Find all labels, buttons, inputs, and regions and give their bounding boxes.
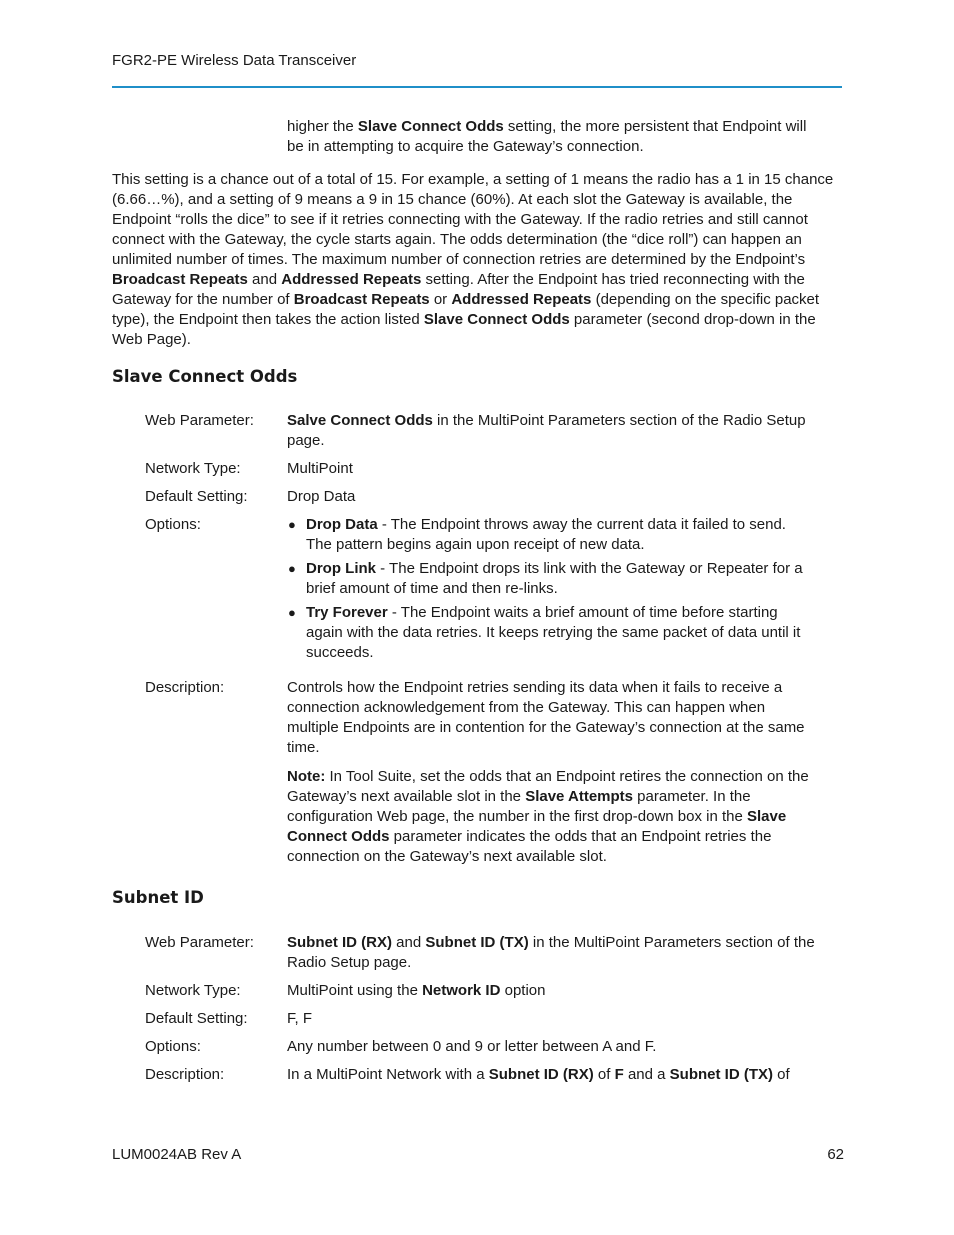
- param-value: Any number between 0 and 9 or letter between A and F.: [287, 1038, 657, 1055]
- param-value: Subnet ID (RX) and Subnet ID (TX) in the MultiPoint Parameters section of the Radio Setup page.: [287, 934, 815, 971]
- param-value: [287, 678, 815, 867]
- param-value: In a MultiPoint Network with a Subnet ID (RX) of F and a Subnet ID (TX) of: [287, 1066, 790, 1083]
- param-value: Salve Connect Odds in the MultiPoint Parameters section of the Radio Setup page.: [287, 412, 806, 449]
- list-item: ● Try Forever - The Endpoint waits a brief amount of time before starting again with the data retries. It keeps retrying the same packet of data until it succeeds.: [288, 604, 801, 661]
- param-label: Network Type:: [145, 460, 241, 477]
- section-heading-subnet-id: Subnet ID: [112, 888, 204, 907]
- bullet-icon: ●: [288, 517, 296, 532]
- param-label: Description:: [145, 679, 225, 696]
- param-value: MultiPoint using the Network ID option: [287, 982, 546, 999]
- bullet-icon: ●: [288, 561, 296, 576]
- param-value: Drop Data: [287, 488, 356, 505]
- param-label: Options:: [145, 516, 201, 533]
- param-value: [287, 515, 815, 667]
- running-header: FGR2-PE Wireless Data Transceiver: [112, 52, 357, 69]
- bullet-icon: ●: [288, 605, 296, 620]
- param-label: Options:: [145, 1038, 201, 1055]
- param-label: Network Type:: [145, 982, 241, 999]
- param-value: MultiPoint: [287, 460, 353, 477]
- description-text: Controls how the Endpoint retries sending its data when it fails to receive a connection acknowledgement from the Gateway. This can happen when multiple Endpoints are in contention for the Gateway’s connection at the same time.: [287, 679, 805, 756]
- note-paragraph: Note: In Tool Suite, set the odds that an Endpoint retires the connection on the Gateway’s next available slot in the Slave Attempts parameter. In the configuration Web page, the number in the first drop-down box in the Slave Connect Odds parameter indicates the odds that an Endpoint retries the connection on the Gateway’s next available slot.: [287, 768, 809, 865]
- odds-explanation-paragraph: This setting is a chance out of a total of 15. For example, a setting of 1 means the radio has a 1 in 15 chance (6.66…%), and a setting of 9 means a 9 in 15 chance (60%). At each slot the Gateway is available, the Endpoint “rolls the dice” to see if it retries connecting with the Gateway. If the radio retries and still cannot connect with the Gateway, the cycle starts again. The odds determination (the “dice roll”) can happen an unlimited number of times. The maximum number of connection retries are determined by the Endpoint’s Broadcast Repeats and Addressed Repeats setting. After the Endpoint has tried reconnecting with the Gateway for the number of Broadcast Repeats or Addressed Repeats (depending on the specific packet type), the Endpoint then takes the action listed Slave Connect Odds parameter (second drop-down in the Web Page).: [112, 171, 834, 348]
- param-label: Default Setting:: [145, 488, 248, 505]
- intro-paragraph: higher the Slave Connect Odds setting, the more persistent that Endpoint will be in attempting to acquire the Gateway’s connection.: [287, 118, 807, 155]
- footer-page-number: 62: [827, 1146, 844, 1163]
- param-label: Default Setting:: [145, 1010, 248, 1027]
- param-label: Web Parameter:: [145, 934, 254, 951]
- param-value: F, F: [287, 1010, 312, 1027]
- header-divider: [112, 86, 842, 88]
- options-list: [287, 515, 815, 663]
- list-item: ● Drop Link - The Endpoint drops its link with the Gateway or Repeater for a brief amount of time and then re-links.: [288, 560, 803, 597]
- param-label: Description:: [145, 1066, 225, 1083]
- footer-doc-id: LUM0024AB Rev A: [112, 1146, 242, 1163]
- section-heading-slave-connect-odds: Slave Connect Odds: [112, 367, 298, 386]
- list-item: ● Drop Data - The Endpoint throws away the current data it failed to send. The pattern begins again upon receipt of new data.: [288, 516, 786, 553]
- param-label: Web Parameter:: [145, 412, 254, 429]
